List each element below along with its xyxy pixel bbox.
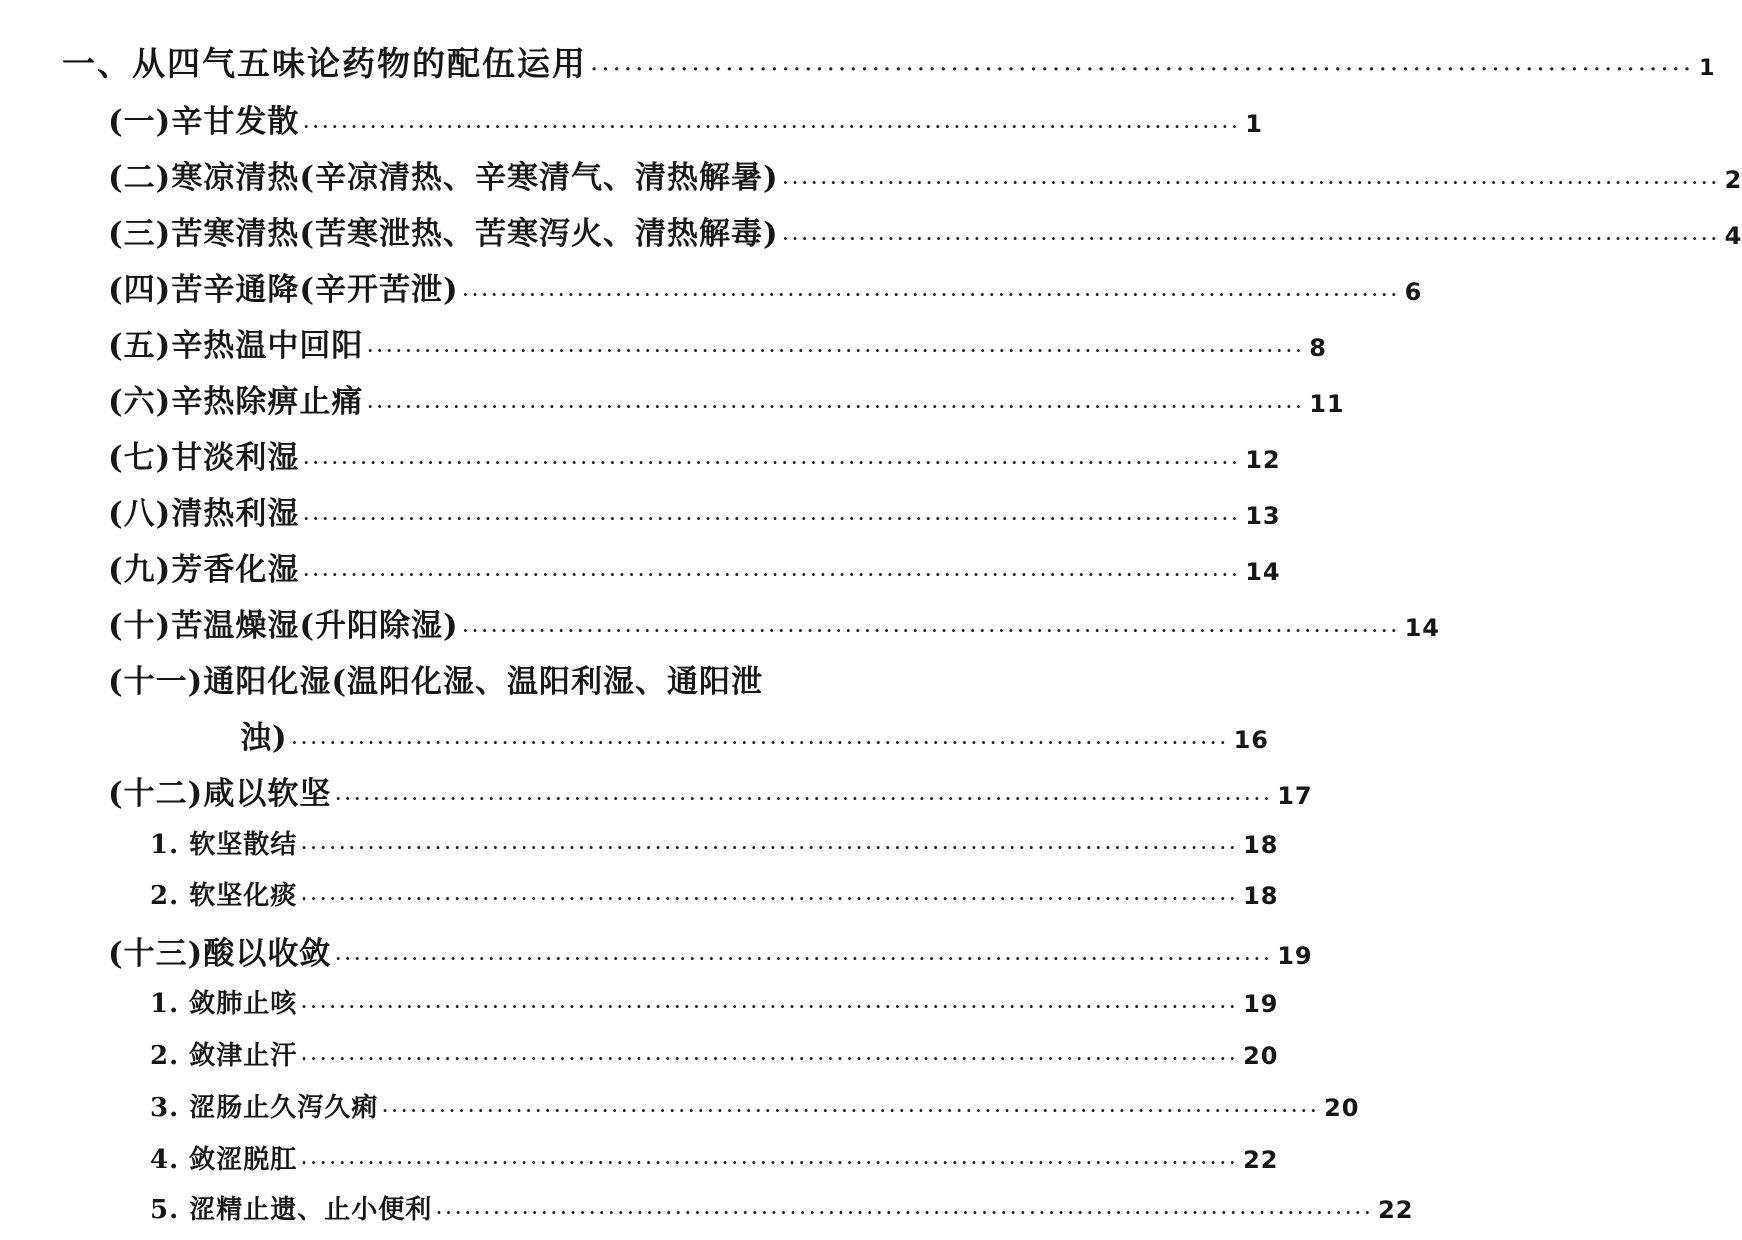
dot-leader: ·································································································· — [367, 397, 1306, 416]
toc-entry[interactable] — [108, 544, 1281, 589]
toc-entry[interactable] — [108, 208, 1742, 253]
dot-leader: ·································································································· — [782, 229, 1721, 248]
toc-entry[interactable] — [108, 600, 1440, 645]
toc-entry-title: (五)辛热温中回阳 — [108, 328, 364, 364]
toc-entry-title: (九)芳香化湿 — [108, 552, 300, 588]
toc-subentry-page: 19 — [1243, 990, 1279, 1018]
toc-subentry-title: 2. 敛津止汗 — [150, 1041, 298, 1071]
dot-leader: ·································································································· — [367, 341, 1306, 360]
dot-leader: ·································································································· — [303, 453, 1242, 472]
toc-entry[interactable] — [108, 320, 1327, 365]
dot-leader: ·································································································· — [335, 949, 1274, 968]
dot-leader: ·································································································· — [591, 59, 1696, 80]
dot-leader: ·································································································· — [301, 1153, 1240, 1172]
dot-leader: ·································································································· — [301, 889, 1240, 908]
toc-heading-title: 一、从四气五味论药物的配伍运用 — [62, 44, 587, 83]
dot-leader: ·································································································· — [436, 1203, 1375, 1222]
toc-entry-title: (七)甘淡利湿 — [108, 440, 300, 476]
toc-entry-page: 6 — [1404, 278, 1423, 306]
toc-entry-page: 2 — [1724, 166, 1742, 194]
dot-leader: ·································································································· — [462, 621, 1401, 640]
toc-entry-page: 11 — [1309, 390, 1345, 418]
toc-entry-title: (十三)酸以收敛 — [108, 936, 332, 972]
toc-subentry-title: 1. 软坚散结 — [150, 830, 298, 860]
toc-subentry-page: 20 — [1324, 1094, 1360, 1122]
toc-entry-title: (四)苦辛通降(辛开苦泄) — [108, 272, 459, 308]
toc-subentry-page: 20 — [1243, 1042, 1279, 1070]
toc-entry-wrapped-title[interactable]: (十一)通阳化湿(温阳化湿、温阳利湿、通阳泄 — [108, 664, 764, 700]
toc-subentry-title: 4. 敛涩脱肛 — [150, 1145, 298, 1175]
toc-heading-page: 1 — [1699, 56, 1717, 81]
toc-entry-title: (十二)咸以软坚 — [108, 776, 332, 812]
toc-entry-page: 1 — [1245, 110, 1263, 138]
toc-entry-page: 14 — [1404, 614, 1440, 642]
toc-entry-page: 12 — [1245, 446, 1281, 474]
toc-subentry-page: 22 — [1243, 1146, 1279, 1174]
toc-entry[interactable] — [108, 376, 1345, 421]
toc-entry[interactable] — [108, 488, 1281, 533]
toc-entry-title: (一)辛甘发散 — [108, 104, 300, 140]
toc-entry-title: (八)清热利湿 — [108, 496, 300, 532]
toc-subentry[interactable] — [150, 1189, 1414, 1226]
toc-subentry-title: 1. 敛肺止咳 — [150, 989, 298, 1019]
toc-entry-page: 14 — [1245, 558, 1281, 586]
dot-leader: ·································································································· — [462, 285, 1401, 304]
toc-entry[interactable] — [108, 152, 1742, 197]
toc-entry-page: 4 — [1724, 222, 1742, 250]
toc-entry-page: 19 — [1277, 942, 1313, 970]
toc-entry[interactable] — [240, 712, 1269, 757]
toc-entry-title-continuation: 浊) — [240, 720, 288, 756]
toc-subentry-page: 22 — [1378, 1196, 1414, 1224]
toc-entry-page: 13 — [1245, 502, 1281, 530]
toc-heading[interactable] — [62, 38, 1717, 85]
dot-leader: ·································································································· — [335, 789, 1274, 808]
toc-entry[interactable] — [108, 928, 1313, 973]
dot-leader: ·································································································· — [303, 565, 1242, 584]
toc-entry[interactable] — [108, 96, 1263, 141]
toc-subentry-title: 3. 涩肠止久泻久痢 — [150, 1093, 379, 1123]
toc-entry-title: (十)苦温燥湿(升阳除湿) — [108, 608, 459, 644]
toc-entry[interactable] — [108, 264, 1423, 309]
dot-leader: ·································································································· — [291, 733, 1230, 752]
toc-subentry[interactable] — [150, 1139, 1279, 1176]
toc-subentry[interactable] — [150, 1035, 1279, 1072]
dot-leader: ·································································································· — [303, 117, 1242, 136]
toc-subentry[interactable] — [150, 1087, 1360, 1124]
dot-leader: ·································································································· — [301, 1049, 1240, 1068]
toc-subentry[interactable] — [150, 824, 1279, 861]
toc-entry-page: 8 — [1309, 334, 1327, 362]
toc-subentry[interactable] — [150, 875, 1279, 912]
toc-subentry-title: 5. 涩精止遗、止小便利 — [150, 1195, 433, 1225]
dot-leader: ·································································································· — [301, 997, 1240, 1016]
toc-subentry-page: 18 — [1243, 831, 1279, 859]
dot-leader: ·································································································· — [303, 509, 1242, 528]
toc-entry-page: 17 — [1277, 782, 1313, 810]
toc-subentry-page: 18 — [1243, 882, 1279, 910]
toc-subentry[interactable] — [150, 983, 1279, 1020]
toc-entry-title: (三)苦寒清热(苦寒泄热、苦寒泻火、清热解毒) — [108, 216, 779, 252]
toc-entry[interactable] — [108, 768, 1313, 813]
dot-leader: ·································································································· — [301, 838, 1240, 857]
toc-entry-title: (六)辛热除痹止痛 — [108, 384, 364, 420]
toc-entry[interactable] — [108, 432, 1281, 477]
toc-subentry-title: 2. 软坚化痰 — [150, 881, 298, 911]
toc-entry-title: (二)寒凉清热(辛凉清热、辛寒清气、清热解暑) — [108, 160, 779, 196]
dot-leader: ·································································································· — [782, 173, 1721, 192]
toc-entry-page: 16 — [1233, 726, 1269, 754]
dot-leader: ·································································································· — [382, 1101, 1321, 1120]
